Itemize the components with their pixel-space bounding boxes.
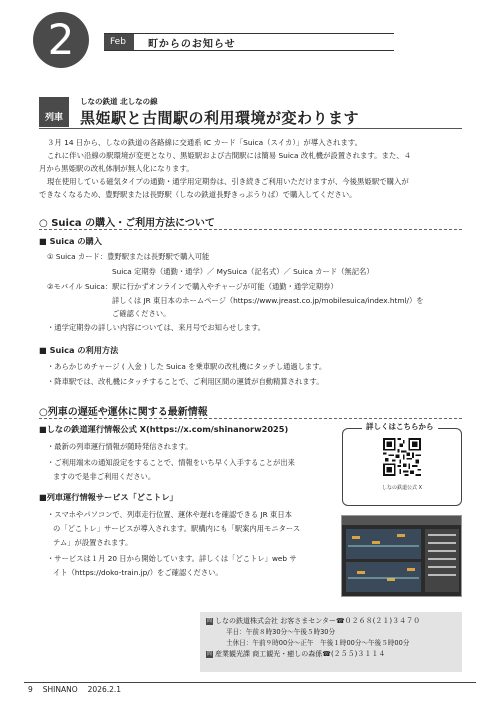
article-subtitle: しなの鉄道 北しなの線 [80, 97, 158, 106]
purchase-line: ・通学定期券の詳しい内容については、来月号でお知らせします。 [47, 323, 265, 332]
dokotore-line: テム」が設置されます。 [53, 538, 133, 547]
section-heading-suica: ○ Suica の購入・ご利用方法について [39, 218, 215, 229]
inquiry-icon: 問 [206, 650, 212, 657]
contact-hours-weekday: 平日：午前８時30分～午後５時30分 [226, 628, 336, 636]
publication-date: 2026.2.1 [87, 685, 122, 694]
purchase-line: Suica 定期券（通勤・通学）／ MySuica（記名式）／ Suica カード（無記名） [112, 267, 374, 276]
purchase-line: ②モバイル Suica：駅に行かずオンラインで購入やチャージが可能（通勤・通学定期券） [47, 282, 338, 291]
section-divider [39, 229, 462, 230]
qr-code-icon[interactable] [383, 438, 421, 476]
intro-line: 月から黒姫駅の改札体制が無人化になります。 [39, 164, 194, 173]
intro-line: できなくなるため、豊野駅または長野駅（しなの鉄道長野きっぷうりば）で購入してください。 [39, 190, 357, 199]
contact-line: 問 産業観光課 商工観光・癒しの森係☎(２５５)３１１４ [206, 650, 386, 658]
purchase-line: ① Suica カード：豊野駅または長野駅で購入可能 [47, 252, 210, 261]
inquiry-icon: 問 [206, 617, 212, 624]
contact-line: 問 しなの鉄道株式会社 お客さまセンター☎０２６８(２１)３４７０ [206, 617, 421, 625]
intro-line: これに伴い沿線の駅環境が変更となり、黒姫駅および古間駅には簡易 Suica 改札機が設置されます。また、４ [47, 151, 412, 160]
subheading-usage: ■ Suica の利用方法 [39, 345, 119, 355]
footer-divider [24, 682, 476, 683]
x-info-line: ・ご利用端末の通知設定をすることで、情報をいち早く入手することが出来 [47, 458, 295, 467]
subheading-purchase: ■ Suica の購入 [39, 236, 102, 246]
dokotore-line: ・スマホやパソコンで、列車走行位置、運休や遅れを確認できる JR 東日本 [47, 510, 292, 519]
qr-label: 詳しくはこちらから [362, 421, 438, 432]
category-badge: 列車 [39, 97, 69, 127]
month-label: Feb [104, 34, 134, 50]
headline-divider [39, 128, 462, 129]
publication-name: SHINANO [42, 685, 78, 694]
dokotore-line: ・サービスは１月 20 日から開始しています。詳しくは「どこトレ」web サ [47, 554, 297, 563]
dokotore-line: の「どこトレ」サービスが導入されます。駅構内にも「駅案内用モニタース [53, 524, 301, 533]
x-info-line: ますので是非ご利用ください。 [53, 472, 156, 481]
month-number-badge: 2 [33, 12, 89, 68]
subheading-x-info: ■しなの鉄道運行情報公式 X(https://x.com/shinanorw2025) [39, 424, 289, 434]
contact-box [200, 612, 462, 672]
intro-line: 現在使用している磁気タイプの通勤・通学用定期券は、引き続きご利用いただけますが、今後黒姫駅で購入が [47, 177, 409, 186]
page-number: 9 [28, 685, 33, 694]
header-title: 町からのお知らせ [147, 38, 236, 50]
contact-hours-weekend: 土休日：午前９時00分～正午 午後１時00分～午後５時00分 [226, 639, 410, 647]
dokotore-line: イト（https://doko-train.jp/）をご確認ください。 [53, 568, 223, 577]
usage-line: ・あらかじめチャージ ( 入金 ) した Suica を乗車駅の改札機にタッチし通過します。 [47, 362, 327, 371]
article-headline: 黒姫駅と古間駅の利用環境が変わります [80, 109, 360, 127]
intro-paragraph [39, 136, 463, 201]
usage-line: ・降車駅では、改札機にタッチすることで、ご利用区間の運賃が自動精算されます。 [47, 377, 324, 386]
qr-caption: しなの鉄道公式 X [381, 485, 422, 491]
train-monitor-image [341, 515, 462, 597]
purchase-line: 詳しくは JR 東日本のホームページ（https://www.jreast.co.jp/mobilesuica/index.html/）を [112, 296, 424, 305]
intro-line: ３月 14 日から、しなの鉄道の各路線に交通系 IC カード「Suica（スイカ）」が導入されます。 [47, 138, 362, 147]
subheading-dokotore: ■列車運行情報サービス「どこトレ」 [39, 492, 178, 502]
section-heading-delay: ○列車の遅延や運休に関する最新情報 [39, 407, 208, 418]
purchase-line: ご確認ください。 [112, 309, 171, 318]
x-info-line: ・最新の列車運行情報が随時発信されます。 [47, 442, 193, 451]
footer [28, 685, 121, 694]
section-divider [39, 418, 462, 419]
header-bar [104, 33, 394, 51]
